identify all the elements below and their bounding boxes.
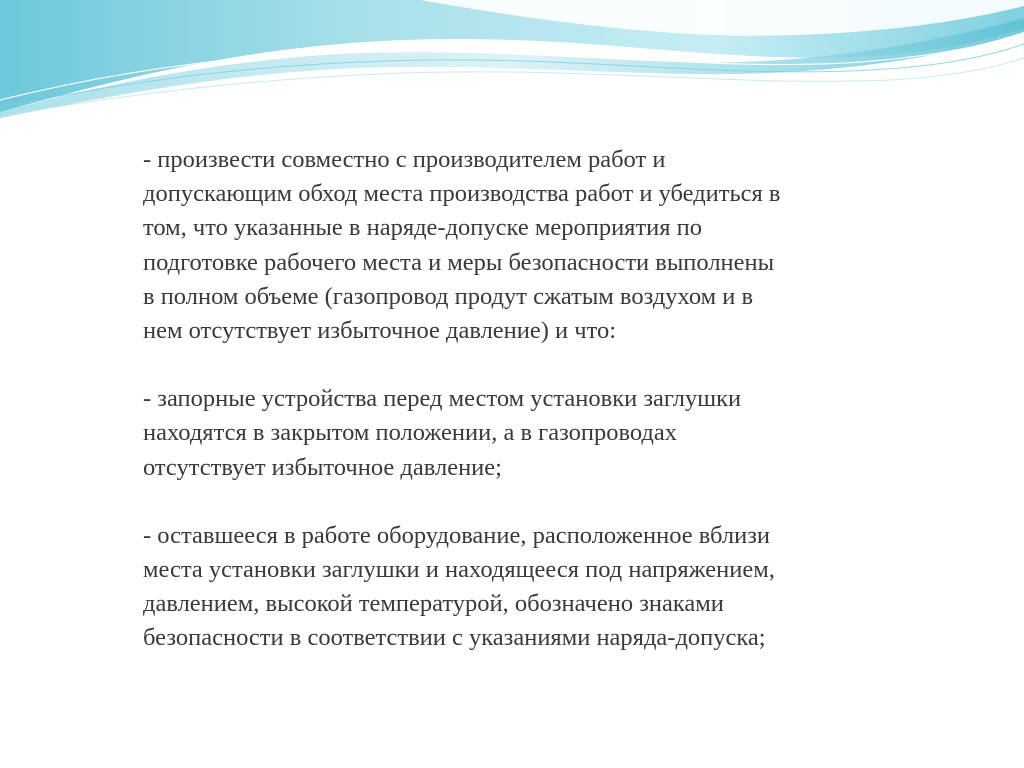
paragraph-line: - произвести совместно с производителем работ и: [143, 146, 666, 173]
paragraph-2: [143, 382, 903, 485]
paragraph-3: [143, 519, 903, 656]
paragraph-line: в полном объеме (газопровод продут сжатым воздухом и в: [143, 282, 754, 310]
paragraph-line: безопасности в соответствии с указаниями наряда-допуска;: [143, 624, 766, 652]
slide-body: [143, 143, 903, 690]
paragraph-line: места установки заглушки и находящееся под напряжением,: [143, 556, 775, 584]
wave-decoration: [0, 0, 1024, 130]
paragraph-line: - запорные устройства перед местом установки заглушки: [143, 385, 742, 413]
paragraph-1: [143, 143, 903, 348]
paragraph-line: подготовке рабочего места и меры безопасности выполнены: [143, 248, 775, 276]
paragraph-line: - оставшееся в работе оборудование, расположенное вблизи: [143, 521, 771, 549]
paragraph-line: том, что указанные в наряде-допуске мероприятия по: [143, 214, 703, 242]
paragraph-line: находятся в закрытом положении, а в газопроводах: [143, 419, 678, 447]
paragraph-line: нем отсутствует избыточное давление) и что:: [143, 317, 617, 345]
paragraph-line: отсутствует избыточное давление;: [143, 453, 502, 481]
paragraph-line: допускающим обход места производства работ и убедиться в: [143, 180, 781, 208]
paragraph-line: давлением, высокой температурой, обозначено знаками: [143, 590, 724, 618]
